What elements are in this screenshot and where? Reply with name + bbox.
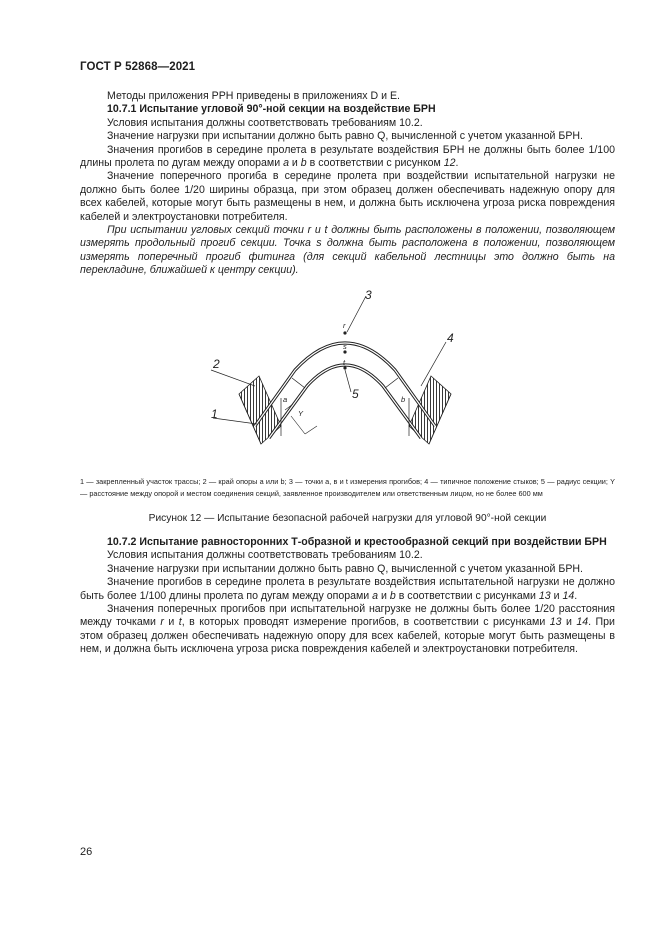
- label-a: a: [283, 395, 288, 404]
- section-10-7-1: [80, 90, 615, 278]
- label-b: b: [401, 395, 406, 404]
- point-r-marker: [343, 331, 346, 334]
- callout-5: 5: [352, 387, 359, 401]
- right-support: [409, 376, 451, 444]
- paragraph: Значение нагрузки при испытании должно быть равно Q, вычисленной с учетом указанной БРН.: [107, 130, 583, 143]
- section-10-7-2: [80, 536, 615, 657]
- label-y: Y: [298, 409, 304, 418]
- label-t: t: [343, 358, 346, 367]
- label-r: r: [343, 321, 346, 330]
- paragraph: Значения поперечных прогибов при испытательной нагрузке не должны быть более 1/20 расстояния между точками r и t, в которых проводят измерение прогибов, в соответствии с рисунками 13 и 14. При этом образец должен обеспечивать надежную опору для всех кабелей, которые могут быть размещены в нем, и должна быть исключена угроза риска повреждения кабелей и электроустановки потребителя.: [80, 603, 615, 656]
- section-heading: 10.7.1 Испытание угловой 90°-ной секции на воздействие БРН: [107, 103, 436, 116]
- paragraph: Условия испытания должны соответствовать требованиям 10.2.: [107, 116, 423, 129]
- paragraph: Значение поперечного прогиба в середине пролета при воздействии испытательной нагрузки не должно быть более 1/20 ширины образца, при этом образец должен обеспечивать надежную опору для всех кабелей, которые могут быть размещены в нем, и должна быть исключена угроза риска повреждения кабелей и электроустановки потребителя.: [80, 170, 615, 223]
- document-header: ГОСТ Р 52868—2021: [80, 61, 196, 73]
- paragraph: Значение нагрузки при испытании должно быть равно Q, вычисленной с учетом указанной БРН.: [107, 562, 583, 575]
- page-number: 26: [80, 846, 93, 858]
- callout-4: 4: [447, 331, 454, 345]
- intro-paragraph: Методы приложения РРН приведены в приложениях D и Е.: [107, 90, 400, 102]
- note-paragraph: При испытании угловых секций точки r и t должны быть расположены в положении, позволяющем измерять продольный прогиб секции. Точка s должна быть расположена в положении, позволяющем измерять поперечный прогиб фитинга (для секций кабельной лестницы это должно быть на перекладине, ближайшей к центру секции).: [80, 224, 615, 277]
- callout-1: 1: [211, 407, 218, 421]
- paragraph: Значение прогибов в середине пролета в результате воздействия испытательной нагрузки не должно быть более 1/100 длины пролета по дугам между опорами а и b в соответствии с рисунками 13 и 14.: [80, 576, 615, 602]
- section-heading: 10.7.2 Испытание равносторонних Т-образной и крестообразной секций при воздействии БРН: [107, 536, 607, 548]
- callout-3: 3: [365, 288, 372, 302]
- paragraph: Условия испытания должны соответствовать требованиям 10.2.: [107, 549, 423, 562]
- paragraph: Значения прогибов в середине пролета в результате воздействия БРН не должны быть более 1/100 длины пролета по дугам между опорами а и b в соответствии с рисунком 12.: [80, 143, 615, 170]
- callout-2: 2: [213, 357, 220, 371]
- figure-caption: Рисунок 12 — Испытание безопасной рабочей нагрузки для угловой 90°-ной секции: [148, 513, 547, 524]
- label-s: s: [343, 342, 347, 351]
- figure-12-diagram: [195, 286, 495, 458]
- figure-legend: 1 — закрепленный участок трассы; 2 — край опоры а или b; 3 — точки а, в и t измерения прогибов; 4 — типичное положение стыков; 5 — радиус секции; Y — расстояние между опорой и местом соединения секций, заявленное производителем или ответственным лицом, но не более 600 мм: [80, 477, 615, 498]
- left-support: [239, 376, 281, 444]
